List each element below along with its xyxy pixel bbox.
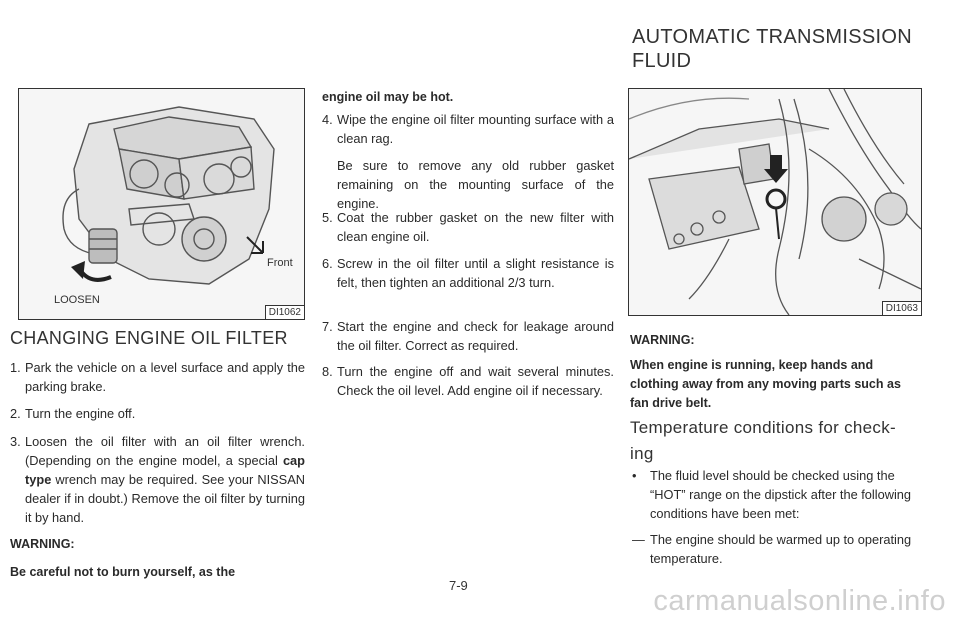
step-number: 6. — [322, 256, 333, 271]
step-text: Turn the engine off. — [25, 406, 136, 421]
step-number: 7. — [322, 319, 333, 334]
list-item — [630, 466, 920, 523]
step-text: Start the engine and check for leakage around the oil filter. Correct as required. — [337, 319, 614, 353]
transmission-illustration — [629, 89, 921, 315]
step-note: Be sure to remove any old rubber gasket remaining on the mounting surface of the engine. — [337, 158, 614, 211]
warning-continued-text: engine oil may be hot. — [322, 90, 454, 104]
figure-code: DI1062 — [265, 305, 304, 319]
step-text-bold: cap type — [25, 453, 305, 487]
step-1 — [10, 358, 305, 396]
section-title-transmission — [632, 25, 912, 73]
list-item-text: The engine should be warmed up to operating temperature. — [650, 532, 912, 566]
page-number: 7-9 — [449, 578, 468, 593]
step-6 — [322, 254, 614, 292]
title-line: ing — [630, 444, 654, 463]
list-item-text: The fluid level should be checked using the “HOT” range on the dipstick after the following conditions have been met: — [650, 468, 912, 521]
transmission-dipstick-figure — [628, 88, 922, 316]
step-text: Turn the engine off and wait several minutes. Check the oil level. Add engine oil if necessary. — [337, 364, 614, 398]
subsection-title-temperature — [630, 415, 896, 467]
step-text: Screw in the oil filter until a slight resistance is felt, then tighten an additional 2/3 turn. — [337, 256, 614, 290]
step-text: Park the vehicle on a level surface and apply the parking brake. — [25, 360, 305, 394]
section-title-oil-filter: CHANGING ENGINE OIL FILTER — [10, 328, 288, 348]
step-7 — [322, 317, 614, 355]
list-item — [630, 530, 920, 568]
step-8 — [322, 362, 614, 400]
step-number: 5. — [322, 210, 333, 225]
title-line: FLUID — [632, 50, 692, 72]
step-4 — [322, 110, 614, 213]
front-label: Front — [267, 257, 293, 269]
loosen-label: LOOSEN — [54, 294, 100, 306]
title-line: Temperature conditions for check- — [630, 418, 896, 437]
warning-text: When engine is running, keep hands and clothing away from any moving parts such as fan drive belt. — [630, 358, 901, 410]
figure-code: DI1063 — [882, 301, 921, 315]
step-text: Wipe the engine oil filter mounting surface with a clean rag. — [337, 112, 614, 146]
watermark: carmanualsonline.info — [653, 585, 946, 617]
dash-mark: — — [632, 532, 645, 547]
step-text — [25, 432, 305, 527]
step-number: 4. — [322, 112, 333, 127]
step-number: 1. — [10, 360, 21, 375]
title-line: AUTOMATIC TRANSMISSION — [632, 26, 912, 48]
warning-heading: WARNING: — [630, 333, 695, 347]
warning-heading: WARNING: — [10, 537, 75, 551]
engine-illustration — [19, 89, 304, 319]
step-5 — [322, 208, 614, 246]
step-number: 8. — [322, 364, 333, 379]
warning-text: Be careful not to burn yourself, as the — [10, 565, 236, 579]
step-text: Coat the rubber gasket on the new filter with clean engine oil. — [337, 210, 614, 244]
step-text-part: Loosen the oil filter with an oil filter wrench. (Depending on the engine model, a special — [25, 434, 305, 468]
step-number: 3. — [10, 434, 21, 449]
step-number: 2. — [10, 406, 21, 421]
bullet-mark: • — [632, 468, 637, 483]
step-3 — [10, 432, 305, 527]
step-text-part: wrench may be required. See your NISSAN dealer if in doubt.) Remove the oil filter by turning it by hand. — [25, 472, 305, 525]
step-2 — [10, 404, 305, 423]
engine-oil-filter-figure — [18, 88, 305, 320]
